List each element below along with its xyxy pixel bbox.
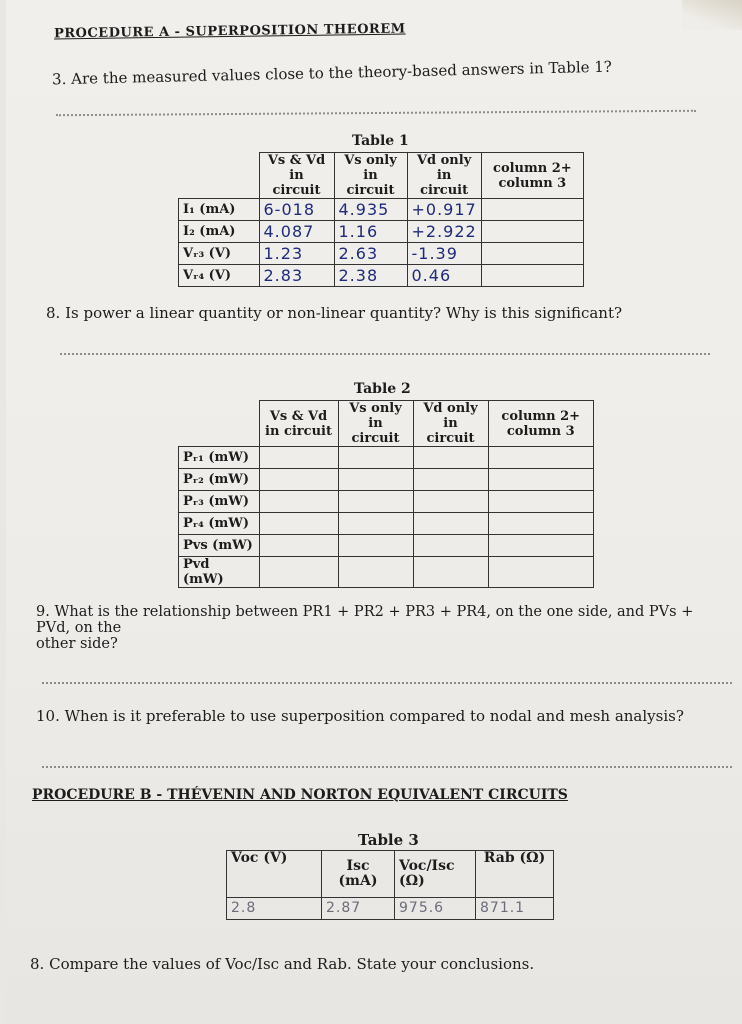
table-cell[interactable]: [488, 469, 594, 491]
table-cell[interactable]: 1.23: [259, 243, 334, 265]
question-text: When is it preferable to use superposition compared to nodal and mesh analysis?: [64, 707, 684, 725]
table-cell[interactable]: [413, 469, 488, 491]
question-text: What is the relationship between PR1 + PR2 + PR3 + PR4, on the one side, and PVs + PVd, on the: [36, 604, 694, 636]
table-cell[interactable]: [259, 513, 338, 535]
col-header-rab: Rab (Ω): [476, 851, 554, 898]
table-cell[interactable]: [259, 447, 338, 469]
table-row: [179, 469, 594, 491]
table-cell[interactable]: [481, 243, 583, 265]
voc-value[interactable]: 2.8: [227, 898, 322, 920]
table-cell[interactable]: +0.917: [407, 199, 481, 221]
question-10: [36, 707, 684, 725]
row-label: Pᵣ₁ (mW): [179, 447, 260, 469]
table-row: [179, 265, 584, 287]
procedure-b-heading: PROCEDURE B - THÉVENIN AND NORTON EQUIVALENT CIRCUITS: [32, 787, 568, 803]
row-label: Vᵣ₄ (V): [179, 265, 260, 287]
table-cell[interactable]: [413, 535, 488, 557]
table-header-row: [179, 153, 584, 199]
col-header-isc: Isc (mA): [322, 851, 395, 898]
col-header-2: Vs only in circuit: [334, 153, 407, 199]
table-cell[interactable]: -1.39: [407, 243, 481, 265]
question-number: 9.: [36, 604, 50, 620]
col-header-4: column 2+ column 3: [481, 153, 583, 199]
table-header-row: [179, 401, 594, 447]
table-cell[interactable]: 2.38: [334, 265, 407, 287]
question-3: [52, 58, 612, 89]
table-row: [179, 199, 584, 221]
table-cell[interactable]: [413, 557, 488, 588]
table-cell[interactable]: [338, 557, 413, 588]
question-8-compare: [30, 955, 534, 973]
table-row: [179, 491, 594, 513]
col-header-3: Vd only in circuit: [407, 153, 481, 199]
row-label: Pᵣ₃ (mW): [179, 491, 260, 513]
row-label: Pvd (mW): [179, 557, 260, 588]
question-9: [36, 604, 726, 652]
answer-line-q8: [60, 353, 710, 355]
table-row: [227, 898, 554, 920]
col-header-1: Vs & Vd in circuit: [259, 401, 338, 447]
question-number: 8.: [46, 304, 61, 322]
table-cell[interactable]: [488, 491, 594, 513]
table-cell[interactable]: [413, 491, 488, 513]
table-3: [226, 850, 554, 920]
row-label: Pᵣ₄ (mW): [179, 513, 260, 535]
table-cell[interactable]: 4.935: [334, 199, 407, 221]
table-cell[interactable]: 0.46: [407, 265, 481, 287]
isc-value[interactable]: 2.87: [322, 898, 395, 920]
table-cell[interactable]: [259, 535, 338, 557]
table-cell[interactable]: 2.63: [334, 243, 407, 265]
table-1: [178, 152, 584, 287]
table-cell[interactable]: [259, 491, 338, 513]
table-cell[interactable]: [259, 469, 338, 491]
table-cell[interactable]: 4.087: [259, 221, 334, 243]
row-label: I₂ (mA): [179, 221, 260, 243]
col-header-4: column 2+ column 3: [488, 401, 594, 447]
col-header-voc-isc: Voc/Isc (Ω): [395, 851, 476, 898]
col-header-voc: Voc (V): [227, 851, 322, 898]
page-corner-shadow: [682, 0, 742, 30]
table-cell[interactable]: [488, 447, 594, 469]
table-cell[interactable]: [413, 447, 488, 469]
voc-isc-value[interactable]: 975.6: [395, 898, 476, 920]
table-row: [179, 243, 584, 265]
table-2: [178, 400, 594, 588]
procedure-a-heading: PROCEDURE A - SUPERPOSITION THEOREM: [53, 21, 406, 42]
row-label: Pᵣ₂ (mW): [179, 469, 260, 491]
table-cell[interactable]: +2.922: [407, 221, 481, 243]
col-header-3: Vd only in circuit: [413, 401, 488, 447]
question-text: Compare the values of Voc/Isc and Rab. State your conclusions.: [49, 955, 535, 973]
table-cell[interactable]: [338, 447, 413, 469]
question-number: 8.: [30, 955, 45, 973]
table-cell[interactable]: [488, 513, 594, 535]
rab-value[interactable]: 871.1: [476, 898, 554, 920]
table-2-caption: Table 2: [354, 381, 411, 397]
table-cell[interactable]: [413, 513, 488, 535]
table-cell[interactable]: [338, 469, 413, 491]
table-cell[interactable]: [481, 199, 583, 221]
table-1-caption: Table 1: [352, 133, 409, 149]
table-cell[interactable]: [488, 557, 594, 588]
answer-line-q10: [42, 766, 732, 768]
answer-line-q9: [42, 682, 732, 684]
question-8-power: [46, 304, 622, 322]
question-number: 3.: [51, 70, 67, 89]
table-row: [179, 557, 594, 588]
corner-cell: [179, 153, 260, 199]
table-cell[interactable]: [338, 513, 413, 535]
table-cell[interactable]: [481, 265, 583, 287]
table-cell[interactable]: [488, 535, 594, 557]
col-header-2: Vs only in circuit: [338, 401, 413, 447]
table-cell[interactable]: 6-018: [259, 199, 334, 221]
row-label: Pvs (mW): [179, 535, 260, 557]
table-cell[interactable]: 2.83: [259, 265, 334, 287]
table-cell[interactable]: [338, 491, 413, 513]
table-3-caption: Table 3: [358, 831, 419, 849]
row-label: I₁ (mA): [179, 199, 260, 221]
question-number: 10.: [36, 707, 60, 725]
worksheet-page: [6, 0, 742, 1024]
question-9-line-1: [36, 604, 726, 636]
answer-line-q3: [56, 110, 696, 116]
question-text: Is power a linear quantity or non-linear quantity? Why is this significant?: [65, 304, 623, 322]
question-text: Are the measured values close to the theory-based answers in Table 1?: [70, 57, 613, 88]
table-cell[interactable]: [338, 535, 413, 557]
table-row: [179, 513, 594, 535]
corner-cell: [179, 401, 260, 447]
table-cell[interactable]: 1.16: [334, 221, 407, 243]
table-header-row: [227, 851, 554, 898]
table-row: [179, 221, 584, 243]
table-cell[interactable]: [259, 557, 338, 588]
question-9-line-2: other side?: [36, 636, 118, 652]
table-row: [179, 535, 594, 557]
col-header-1: Vs & Vd in circuit: [259, 153, 334, 199]
table-row: [179, 447, 594, 469]
table-cell[interactable]: [481, 221, 583, 243]
row-label: Vᵣ₃ (V): [179, 243, 260, 265]
